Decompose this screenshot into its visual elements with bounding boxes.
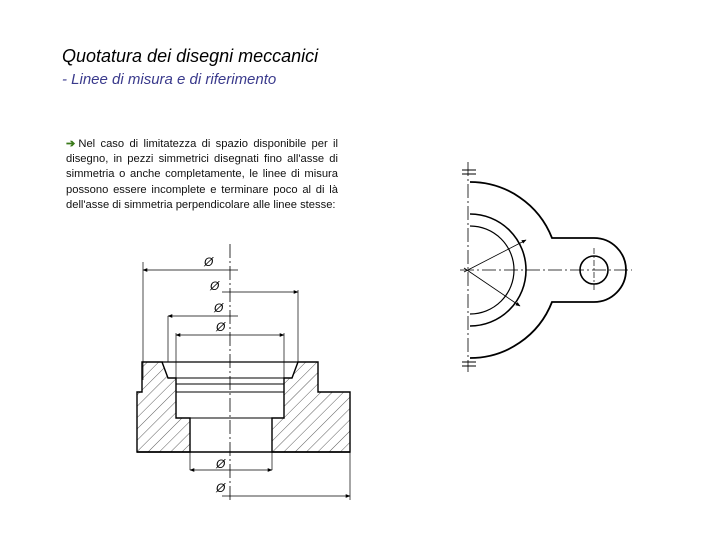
hatched-section	[137, 362, 190, 452]
flange-section-drawing	[137, 244, 350, 502]
diameter-label: Ø	[210, 279, 220, 293]
diameter-label: Ø	[204, 255, 214, 269]
diameter-label: Ø	[216, 481, 226, 495]
page-title: Quotatura dei disegni meccanici	[62, 46, 319, 66]
diameter-label: Ø	[214, 301, 224, 315]
diameter-label: Ø	[216, 320, 226, 334]
radius-dimension	[464, 268, 520, 306]
diameter-label: Ø	[216, 457, 226, 471]
paragraph-text: Nel caso di limitatezza di spazio disponibile per il disegno, in pezzi simmetrici disegnati fino all'asse di simmetria o anche completamente, le linee di misura possono essere incomplete e terminare poco al di là dell'asse di simmetria perpendicolare alle linee stesse:	[66, 138, 338, 211]
right-arrow-icon: ➔	[66, 138, 76, 150]
page-subtitle: - Linee di misura e di riferimento	[62, 71, 277, 88]
lever-plate-drawing	[460, 162, 632, 372]
radius-dimension	[464, 240, 526, 272]
